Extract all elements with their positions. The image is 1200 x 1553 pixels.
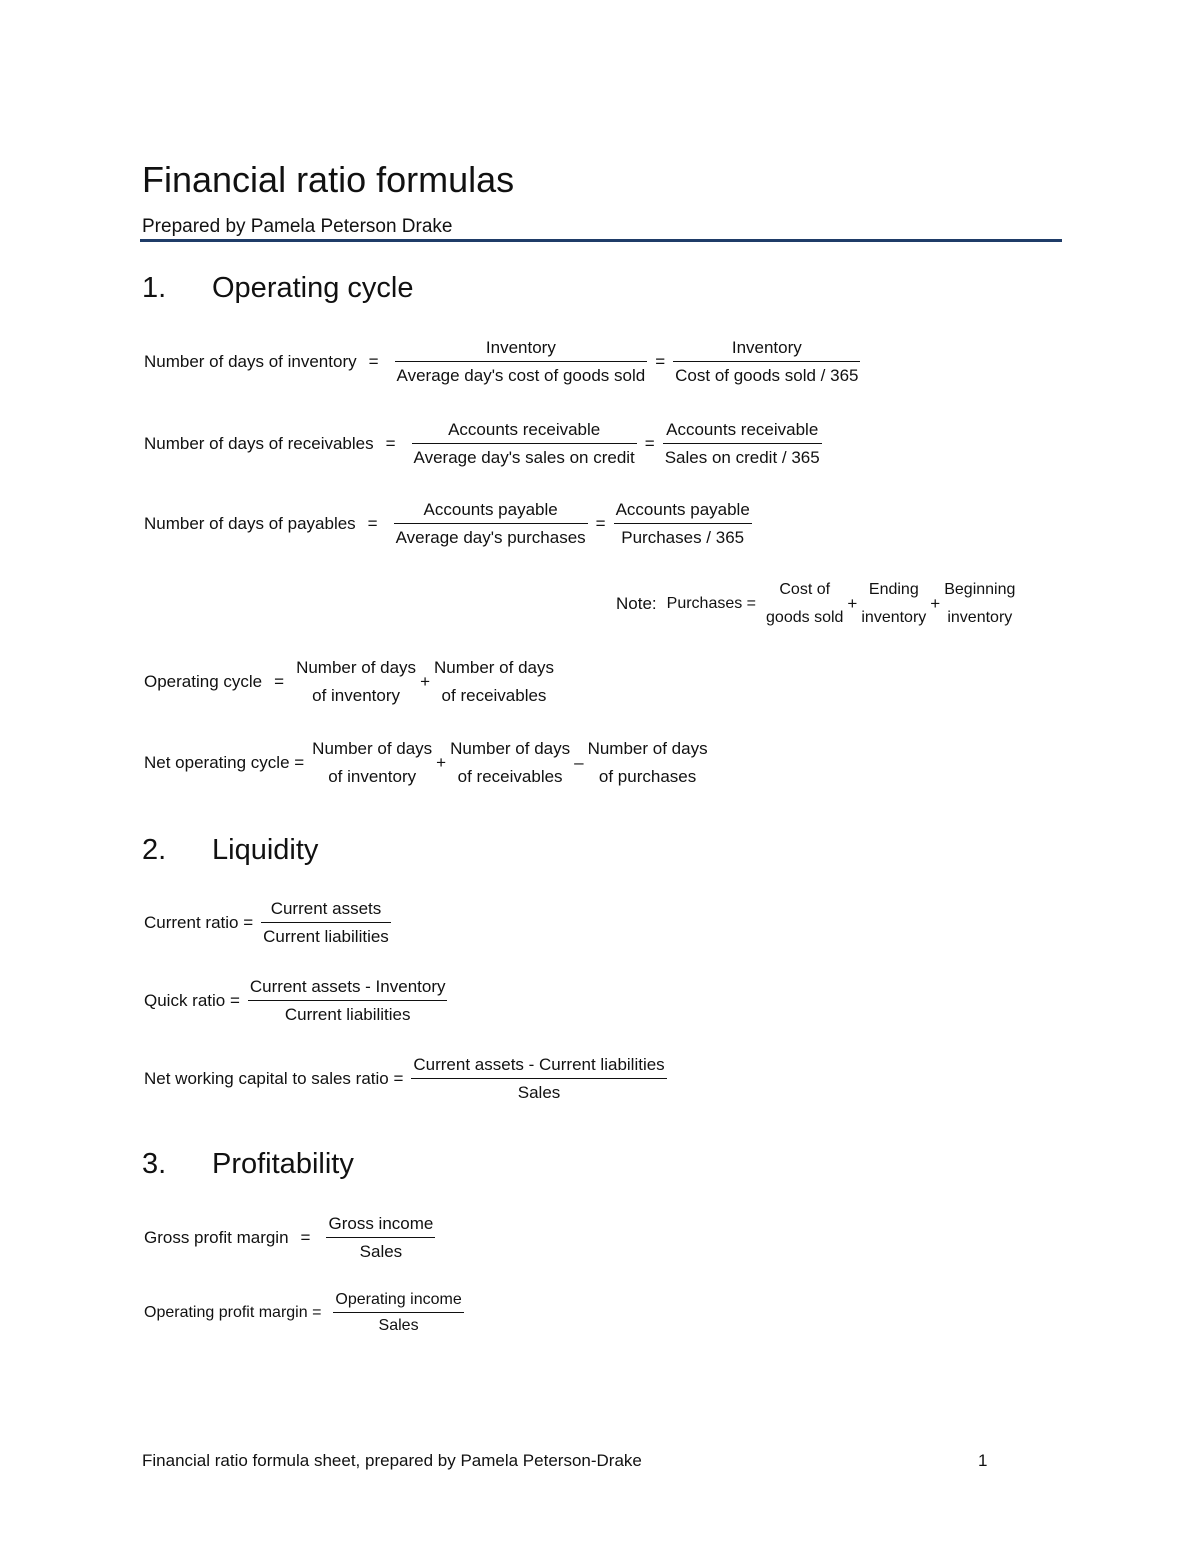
numerator: Accounts payable (614, 500, 752, 524)
term-days-of-inventory (294, 654, 418, 710)
denominator: Sales (378, 1317, 419, 1334)
term-line: Number of days (587, 739, 708, 758)
formula-operating-cycle (144, 654, 556, 710)
fraction (259, 899, 393, 947)
formula-label: Net working capital to sales ratio = (144, 1069, 404, 1088)
formula-days-of-receivables (144, 420, 824, 468)
denominator: Sales (359, 1242, 403, 1261)
numerator: Gross income (326, 1214, 435, 1238)
term-line: of receivables (441, 686, 547, 705)
footer-text: Financial ratio formula sheet, prepared by Pamela Peterson-Drake (142, 1451, 642, 1470)
numerator: Accounts receivable (663, 420, 822, 444)
equals-sign: = (367, 514, 378, 533)
section-heading-operating-cycle (142, 270, 414, 306)
numerator: Accounts payable (394, 500, 588, 524)
denominator: Average day's cost of goods sold (396, 366, 646, 385)
fraction (246, 977, 450, 1025)
term-line: Cost of (779, 581, 831, 598)
plus-sign: + (847, 594, 858, 613)
section-title: Liquidity (212, 834, 319, 866)
numerator: Inventory (673, 338, 860, 362)
fraction (324, 1214, 437, 1262)
fraction (661, 420, 824, 468)
fraction (392, 500, 590, 548)
term-line: Beginning (944, 581, 1016, 598)
section-title: Operating cycle (212, 272, 414, 304)
equals-sign: = (274, 672, 285, 691)
denominator: Cost of goods sold / 365 (675, 366, 859, 385)
term-line: of purchases (598, 767, 697, 786)
section-title: Profitability (212, 1148, 354, 1180)
formula-quick-ratio (144, 977, 449, 1025)
equals-sign: = (595, 514, 606, 533)
equals-sign: = (368, 352, 379, 371)
minus-sign: – (574, 753, 584, 772)
term-cost-of-goods-sold (764, 576, 845, 632)
page-subtitle: Prepared by Pamela Peterson Drake (142, 216, 453, 237)
formula-days-of-inventory (144, 338, 862, 386)
formula-label: Number of days of receivables (144, 434, 374, 453)
denominator: Current liabilities (263, 927, 389, 946)
formula-label: Net operating cycle = (144, 753, 305, 772)
formula-nwc-to-sales (144, 1055, 669, 1103)
numerator: Accounts receivable (412, 420, 637, 444)
section-number: 2. (142, 834, 167, 866)
formula-label: Operating profit margin = (144, 1304, 322, 1321)
section-heading-profitability (142, 1146, 354, 1182)
term-line: Number of days (450, 739, 571, 758)
equals-sign: = (644, 434, 655, 453)
term-line: goods sold (766, 609, 844, 626)
denominator: Sales (517, 1083, 561, 1102)
numerator: Current assets - Current liabilities (411, 1055, 666, 1079)
term-days-of-inventory (310, 735, 434, 791)
formula-operating-profit-margin (144, 1291, 466, 1335)
fraction (409, 1055, 668, 1103)
term-days-of-receivables (432, 654, 556, 710)
term-line: of receivables (457, 767, 563, 786)
fraction (393, 338, 650, 386)
formula-days-of-payables (144, 500, 754, 548)
header-divider (140, 239, 1062, 242)
term-line: of inventory (312, 686, 400, 705)
numerator: Current assets (261, 899, 391, 923)
plus-sign: + (930, 594, 941, 613)
fraction (612, 500, 754, 548)
note-label: Note: (616, 594, 657, 613)
formula-purchases-note (616, 576, 1017, 632)
fraction (331, 1291, 465, 1335)
term-line: inventory (861, 609, 927, 626)
term-beginning-inventory (942, 576, 1017, 632)
equals-sign: = (385, 434, 396, 453)
formula-current-ratio (144, 899, 393, 947)
page-title: Financial ratio formulas (142, 159, 515, 200)
term-days-of-receivables (448, 735, 572, 791)
formula-label: Quick ratio = (144, 991, 240, 1010)
denominator: Current liabilities (284, 1005, 411, 1024)
section-number: 3. (142, 1148, 167, 1180)
formula-gross-profit-margin (144, 1214, 437, 1262)
numerator: Current assets - Inventory (248, 977, 448, 1001)
formula-label: Operating cycle (144, 672, 263, 691)
equals-sign: = (300, 1228, 311, 1247)
formula-label: Number of days of inventory (144, 352, 357, 371)
formula-net-operating-cycle (144, 735, 710, 791)
note-lhs: Purchases = (666, 595, 757, 612)
term-line: Number of days (296, 658, 417, 677)
section-heading-liquidity (142, 832, 318, 868)
denominator: Average day's purchases (395, 528, 586, 547)
section-number: 1. (142, 272, 167, 304)
denominator: Purchases / 365 (621, 528, 745, 547)
denominator: Average day's sales on credit (413, 448, 635, 467)
plus-sign: + (436, 753, 447, 772)
formula-label: Number of days of payables (144, 514, 356, 533)
term-line: Ending (868, 581, 919, 598)
denominator: Sales on credit / 365 (664, 448, 820, 467)
numerator: Operating income (333, 1291, 463, 1313)
fraction (410, 420, 639, 468)
term-days-of-purchases (586, 735, 710, 791)
term-ending-inventory (859, 576, 928, 632)
equals-sign: = (655, 352, 666, 371)
term-line: of inventory (328, 767, 417, 786)
page-number: 1 (978, 1451, 988, 1470)
numerator: Inventory (395, 338, 648, 362)
fraction (671, 338, 862, 386)
plus-sign: + (420, 672, 430, 691)
formula-label: Current ratio = (144, 913, 254, 932)
formula-label: Gross profit margin (144, 1228, 289, 1247)
term-line: Number of days (312, 739, 433, 758)
term-line: Number of days (434, 658, 554, 677)
term-line: inventory (947, 609, 1013, 626)
